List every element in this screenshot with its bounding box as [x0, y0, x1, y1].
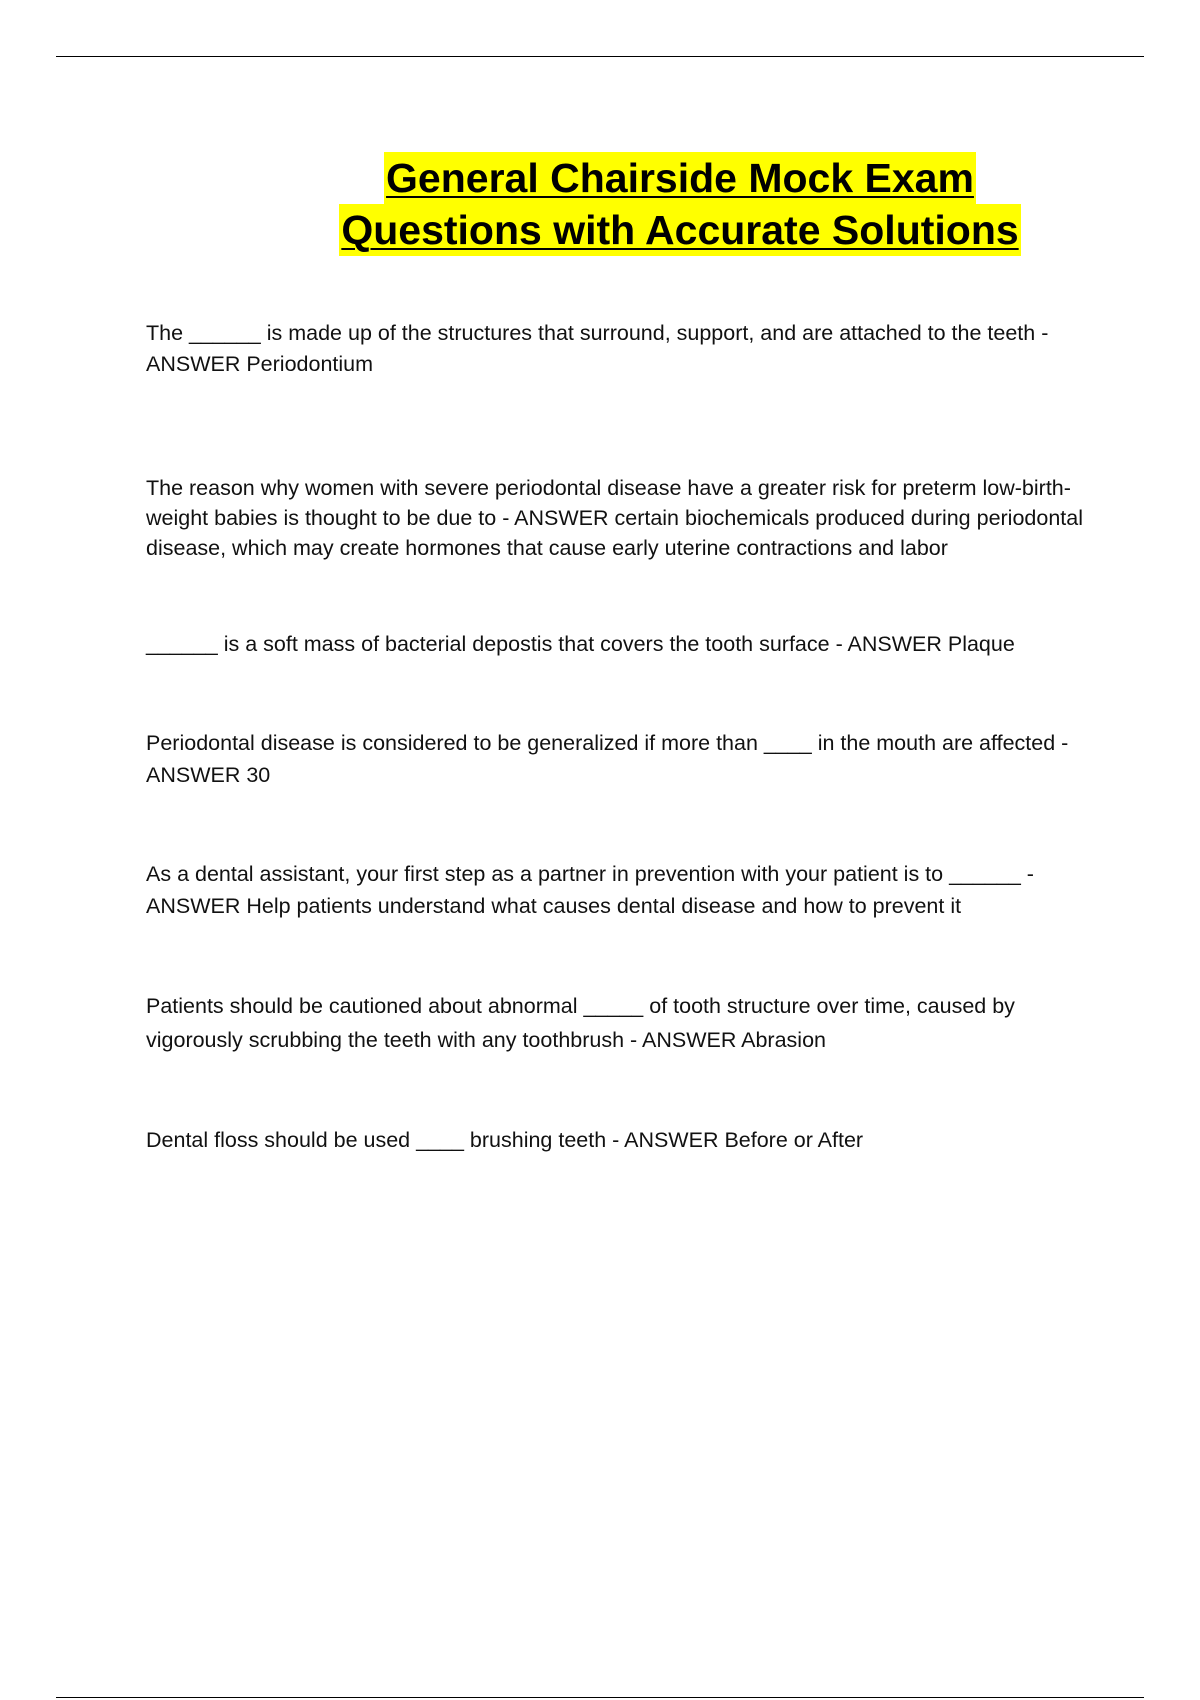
document-title	[300, 152, 1060, 256]
question-answer-item: The reason why women with severe periodontal disease have a greater risk for preterm low-birth-weight babies is thought to be due to - ANSWER certain biochemicals produced during periodontal disease, which may create hormones that cause early uterine contractions and labor	[146, 476, 1083, 560]
question-list	[146, 318, 1096, 1156]
title-line-2: Questions with Accurate Solutions	[339, 204, 1020, 256]
question-answer-item: Periodontal disease is considered to be generalized if more than ____ in the mouth are affected - ANSWER 30	[146, 731, 1069, 787]
question-answer-item: Dental floss should be used ____ brushing teeth - ANSWER Before or After	[146, 1128, 864, 1152]
question-answer-item: As a dental assistant, your first step as a partner in prevention with your patient is to ______ - ANSWER Help patients understand what causes dental disease and how to prevent it	[146, 862, 1034, 918]
bottom-rule	[56, 1697, 1144, 1698]
question-answer-item: Patients should be cautioned about abnormal _____ of tooth structure over time, caused by vigorously scrubbing the teeth with any toothbrush - ANSWER Abrasion	[146, 994, 1015, 1052]
title-line-1: General Chairside Mock Exam	[384, 152, 976, 204]
question-answer-item: ______ is a soft mass of bacterial depostis that covers the tooth surface - ANSWER Plaque	[146, 632, 1015, 656]
top-rule	[56, 56, 1144, 57]
question-answer-item: The ______ is made up of the structures that surround, support, and are attached to the teeth - ANSWER Periodontium	[146, 321, 1049, 376]
